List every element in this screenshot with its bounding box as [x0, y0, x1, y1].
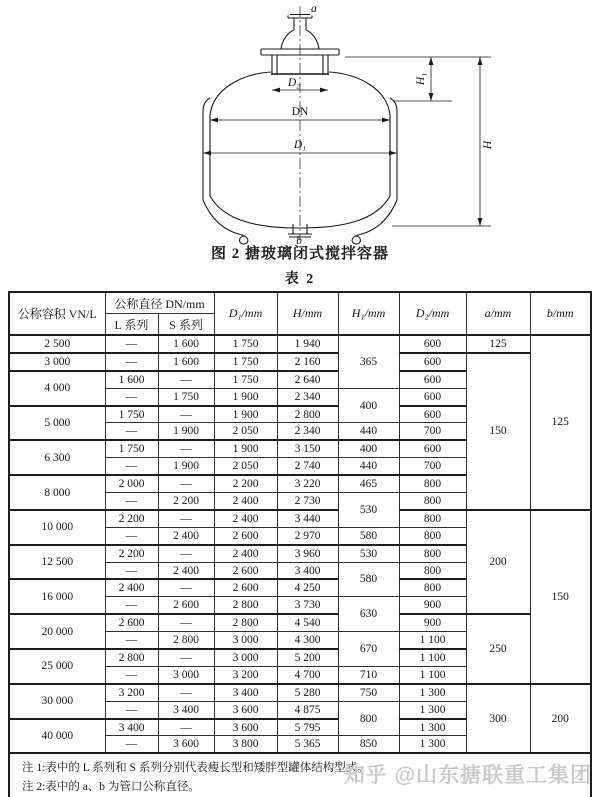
- table-cell: 1 750: [158, 388, 214, 405]
- table-cell: 2 970: [277, 527, 338, 544]
- table-cell: 2 340: [277, 423, 338, 440]
- table-cell: —: [105, 562, 158, 579]
- note-1: 注 1:表中的 L 系列和 S 系列分别代表瘦长型和矮胖型罐体结构型式。: [22, 762, 369, 775]
- table-cell: 150: [530, 510, 591, 684]
- table-cell: 2 800: [214, 597, 277, 614]
- table-cell: —: [105, 423, 158, 440]
- table-cell: —: [105, 388, 158, 405]
- table-cell: 700: [399, 458, 466, 475]
- table-cell: 12 500: [9, 545, 105, 580]
- table-cell: 2 000: [105, 475, 158, 492]
- table-cell: 1 300: [399, 736, 466, 753]
- table-cell: —: [158, 649, 214, 666]
- table-cell: 3 960: [277, 545, 338, 562]
- table-cell: 600: [399, 388, 466, 405]
- table-cell: 2 600: [214, 579, 277, 596]
- table-cell: 2 400: [214, 493, 277, 510]
- table-cell: —: [105, 493, 158, 510]
- table-cell: 800: [338, 701, 399, 736]
- table-cell: 2 500: [9, 335, 105, 353]
- table-cell: 125: [466, 335, 530, 353]
- table-cell: 800: [399, 545, 466, 562]
- table-cell: —: [105, 666, 158, 683]
- table-cell: 600: [399, 440, 466, 457]
- header-b: b/mm: [530, 292, 591, 335]
- table-cell: 2 050: [214, 458, 277, 475]
- table-cell: 800: [399, 510, 466, 527]
- table-cell: 1 100: [399, 632, 466, 649]
- table-cell: —: [105, 701, 158, 718]
- table-cell: 2 800: [214, 614, 277, 631]
- table-cell: 1 600: [158, 335, 214, 353]
- table-cell: 2 800: [277, 406, 338, 423]
- table-cell: —: [105, 353, 158, 371]
- table-caption: 表 2: [284, 272, 316, 287]
- dim-label-a: a: [311, 3, 317, 15]
- table-cell: 1 900: [214, 440, 277, 457]
- table-cell: 2 600: [158, 597, 214, 614]
- table-cell: 5 365: [277, 736, 338, 753]
- table-cell: 25 000: [9, 649, 105, 684]
- table-cell: 2 740: [277, 458, 338, 475]
- table-cell: 1 900: [158, 423, 214, 440]
- table-cell: 600: [399, 371, 466, 388]
- table-cell: 465: [338, 475, 399, 492]
- header-a: a/mm: [466, 292, 530, 335]
- table-cell: 4 000: [9, 371, 105, 406]
- table-cell: 2 800: [105, 649, 158, 666]
- table-cell: 3 000: [9, 353, 105, 371]
- table-cell: —: [105, 597, 158, 614]
- table-cell: —: [105, 458, 158, 475]
- table-cell: 300: [466, 684, 530, 754]
- table-cell: 850: [338, 736, 399, 753]
- table-cell: —: [158, 371, 214, 388]
- table-cell: 40 000: [9, 719, 105, 754]
- table-cell: 1 100: [399, 666, 466, 683]
- table-cell: 8 000: [9, 475, 105, 510]
- table-cell: 125: [530, 335, 591, 510]
- table-cell: 5 200: [277, 649, 338, 666]
- table-cell: 6 300: [9, 440, 105, 475]
- table-cell: 2 800: [158, 632, 214, 649]
- table-cell: —: [158, 475, 214, 492]
- table-cell: 3 200: [214, 666, 277, 683]
- table-cell: 2 400: [214, 510, 277, 527]
- table-cell: 200: [466, 510, 530, 614]
- table-cell: 3 200: [105, 684, 158, 701]
- table-cell: 30 000: [9, 684, 105, 719]
- table-cell: 4 700: [277, 666, 338, 683]
- table-cell: 1 750: [105, 406, 158, 423]
- header-volume: 公称容积 VN/L: [9, 292, 105, 335]
- table-cell: 2 050: [214, 423, 277, 440]
- table-cell: 2 200: [105, 510, 158, 527]
- vessel-diagram: [0, 0, 600, 246]
- table-cell: 1 300: [399, 701, 466, 718]
- table-cell: 3 440: [277, 510, 338, 527]
- dim-label-h1: H₁: [415, 72, 427, 86]
- table-cell: 1 600: [158, 353, 214, 371]
- table-cell: 2 200: [105, 545, 158, 562]
- dim-label-dn: DN: [291, 106, 309, 118]
- table-cell: 710: [338, 666, 399, 683]
- table-row: [9, 353, 591, 371]
- table-cell: 900: [399, 614, 466, 631]
- header-d2: D₂/mm: [399, 292, 466, 335]
- header-d1: D₁/mm: [214, 292, 277, 335]
- table-row: [9, 684, 591, 701]
- table-cell: 530: [338, 493, 399, 528]
- table-cell: 1 300: [399, 719, 466, 736]
- table-cell: 1 750: [214, 371, 277, 388]
- table-cell: 800: [399, 493, 466, 510]
- table-cell: 200: [530, 684, 591, 754]
- table-cell: —: [105, 527, 158, 544]
- table-cell: 440: [338, 458, 399, 475]
- table-cell: 600: [399, 353, 466, 371]
- table-row: [9, 335, 591, 353]
- table-cell: 3 600: [214, 701, 277, 718]
- table-cell: 600: [399, 335, 466, 353]
- header-s-series: S 系列: [158, 314, 214, 336]
- table-cell: 3 000: [158, 666, 214, 683]
- dim-label-b: b: [296, 235, 302, 246]
- header-l-series: L 系列: [105, 314, 158, 336]
- table-cell: 4 300: [277, 632, 338, 649]
- table-cell: 1 900: [214, 388, 277, 405]
- table-cell: 3 600: [158, 736, 214, 753]
- table-row: [9, 510, 591, 527]
- table-header: [9, 292, 591, 335]
- table-row: [9, 614, 591, 631]
- dim-label-h: H: [482, 140, 494, 150]
- table-cell: 3 800: [214, 736, 277, 753]
- table-cell: 670: [338, 632, 399, 667]
- table-cell: 5 000: [9, 406, 105, 441]
- table-cell: 3 400: [158, 701, 214, 718]
- table-cell: 1 600: [105, 371, 158, 388]
- dim-arrowheads: [203, 57, 482, 226]
- table-cell: 4 875: [277, 701, 338, 718]
- table-cell: 2 340: [277, 388, 338, 405]
- table-cell: 400: [338, 440, 399, 457]
- watermark: 知乎 @山东搪联重工集团: [343, 764, 592, 787]
- table-cell: 1 750: [214, 335, 277, 353]
- table-cell: —: [158, 579, 214, 596]
- table-cell: —: [105, 736, 158, 753]
- table-cell: 580: [338, 562, 399, 597]
- table-cell: 580: [338, 527, 399, 544]
- spec-table-body: [9, 335, 591, 753]
- table-cell: —: [158, 719, 214, 736]
- header-h: H/mm: [277, 292, 338, 335]
- table-cell: 800: [399, 527, 466, 544]
- vessel-figure: [0, 0, 600, 246]
- table-cell: 800: [399, 562, 466, 579]
- table-cell: 250: [466, 614, 530, 684]
- table-cell: 2 200: [158, 493, 214, 510]
- table-cell: 20 000: [9, 614, 105, 649]
- table-cell: 1 940: [277, 335, 338, 353]
- spec-table: [8, 291, 592, 797]
- table-cell: 630: [338, 597, 399, 632]
- dim-label-d1: D₁: [293, 139, 307, 151]
- dim-label-d2: D₂: [287, 77, 301, 89]
- table-cell: 700: [399, 423, 466, 440]
- table-cell: 3 400: [277, 562, 338, 579]
- table-cell: 530: [338, 545, 399, 562]
- table-cell: 5 280: [277, 684, 338, 701]
- note-2: 注 2:表中的 a、b 为管口公称直径。: [22, 780, 200, 793]
- header-dn-group: 公称直径 DN/mm: [105, 292, 214, 314]
- table-cell: —: [158, 510, 214, 527]
- table-cell: 3 400: [105, 719, 158, 736]
- table-cell: 750: [338, 684, 399, 701]
- table-cell: 2 640: [277, 371, 338, 388]
- table-cell: 4 540: [277, 614, 338, 631]
- table-cell: 1 900: [214, 406, 277, 423]
- table-cell: 3 150: [277, 440, 338, 457]
- table-cell: —: [158, 406, 214, 423]
- table-cell: 2 160: [277, 353, 338, 371]
- table-cell: 900: [399, 597, 466, 614]
- table-cell: —: [158, 440, 214, 457]
- table-cell: 800: [399, 475, 466, 492]
- table-cell: 4 250: [277, 579, 338, 596]
- table-cell: 2 400: [214, 545, 277, 562]
- table-cell: 1 100: [399, 649, 466, 666]
- table-cell: 16 000: [9, 579, 105, 614]
- table-cell: 10 000: [9, 510, 105, 545]
- table-cell: —: [105, 335, 158, 353]
- table-cell: —: [158, 545, 214, 562]
- table-cell: 2 600: [214, 527, 277, 544]
- table-cell: —: [105, 632, 158, 649]
- table-cell: 1 900: [158, 458, 214, 475]
- table-cell: 2 400: [105, 579, 158, 596]
- figure-caption: 图 2 搪玻璃闭式搅拌容器: [210, 246, 389, 262]
- table-cell: 800: [399, 579, 466, 596]
- table-cell: —: [158, 684, 214, 701]
- table-cell: 1 750: [105, 440, 158, 457]
- table-cell: 3 400: [214, 684, 277, 701]
- table-cell: 3 000: [214, 649, 277, 666]
- table-cell: 3 220: [277, 475, 338, 492]
- table-cell: 5 795: [277, 719, 338, 736]
- table-cell: 440: [338, 423, 399, 440]
- table-cell: 400: [338, 388, 399, 423]
- table-cell: 2 400: [158, 562, 214, 579]
- table-cell: 3 730: [277, 597, 338, 614]
- table-cell: —: [158, 614, 214, 631]
- table-cell: 600: [399, 406, 466, 423]
- table-cell: 1 300: [399, 684, 466, 701]
- table-cell: 3 000: [214, 632, 277, 649]
- header-h1: H₁/mm: [338, 292, 399, 335]
- table-cell: 2 600: [105, 614, 158, 631]
- table-cell: 2 730: [277, 493, 338, 510]
- table-cell: 2 200: [214, 475, 277, 492]
- table-cell: 2 600: [214, 562, 277, 579]
- table-cell: 1 750: [214, 353, 277, 371]
- table-cell: 150: [466, 353, 530, 510]
- table-cell: 365: [338, 335, 399, 388]
- table-cell: 3 600: [214, 719, 277, 736]
- table-cell: 2 400: [158, 527, 214, 544]
